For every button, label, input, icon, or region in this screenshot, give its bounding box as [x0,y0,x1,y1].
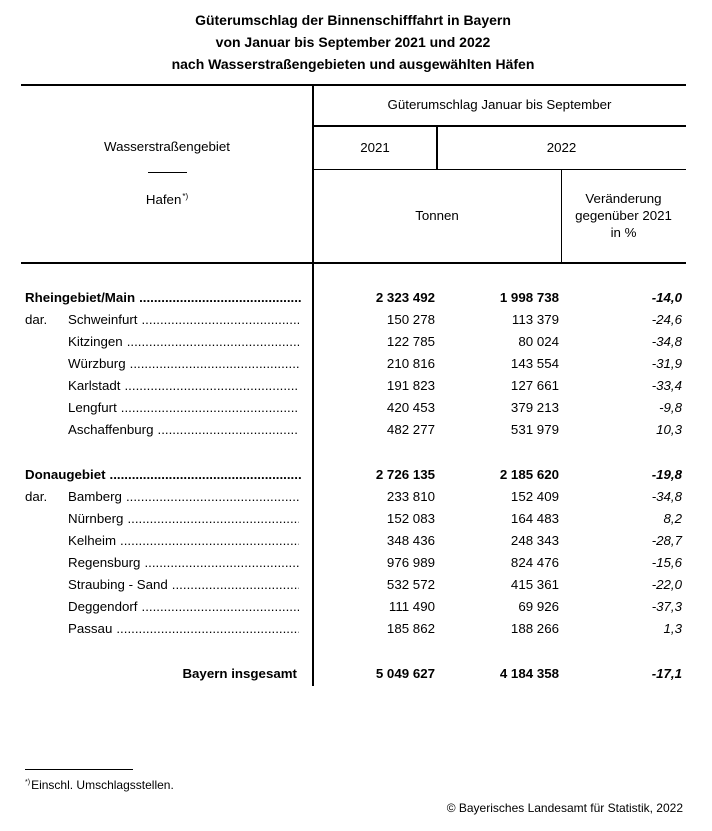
year-header-2021: 2021 [360,140,390,155]
change-percent: -9,8 [659,400,682,415]
value-2022: 143 554 [510,356,559,371]
stub-header-region: Wasserstraßengebiet [104,139,230,154]
value-2021: 191 823 [386,378,435,393]
port-label [68,533,299,549]
port-label [68,422,299,438]
region-label [25,290,301,306]
footnote [25,778,174,792]
value-2021: 420 453 [386,400,435,415]
port-name: Straubing - Sand [68,577,168,592]
table-title-line-1: Güterumschlag der Binnenschifffahrt in Bayern [195,12,511,28]
port-name: Regensburg [68,555,141,570]
port-label [68,312,299,328]
value-2022: 127 661 [510,378,559,393]
table-row-port [0,533,712,549]
change-percent: -34,8 [651,489,682,504]
value-2022: 824 476 [510,555,559,570]
change-header-line-1: Veränderung [585,191,662,206]
dot-leader [139,290,301,306]
dot-leader [126,489,299,505]
copyright-source: © Bayerisches Landesamt für Statistik, 2022 [446,801,683,815]
region-name: Rheingebiet/Main [25,290,136,305]
year-header-rule [313,169,686,170]
table-row-port [0,378,712,394]
change-percent: -31,9 [651,356,682,371]
port-label [68,577,299,593]
port-name: Würzburg [68,356,126,371]
change-percent: -15,6 [651,555,682,570]
value-2022: 164 483 [510,511,559,526]
value-2021: 532 572 [386,577,435,592]
dot-leader [172,577,299,593]
dot-leader [127,511,299,527]
footnote-text: Einschl. Umschlagsstellen. [31,778,174,792]
port-name: Karlstadt [68,378,121,393]
port-label [68,356,299,372]
year-header-2022: 2022 [546,140,577,155]
value-2022: 80 024 [518,334,559,349]
value-2021: 482 277 [386,422,435,437]
change-percent: 1,3 [663,621,682,636]
port-label [68,511,299,527]
value-2021: 122 785 [386,334,435,349]
total-label: Bayern insgesamt [182,666,297,681]
port-name: Kitzingen [68,334,123,349]
change-percent: -22,0 [651,577,682,592]
table-top-rule [21,84,686,86]
value-2021: 185 862 [386,621,435,636]
total-value-2022: 4 184 358 [499,666,559,681]
region-name: Donaugebiet [25,467,106,482]
stub-header-dash [148,172,187,173]
table-row-port [0,577,712,593]
unit-header-tonnen: Tonnen [415,208,459,223]
dot-leader [130,356,299,372]
stub-header-port [21,192,313,208]
value-2021: 150 278 [386,312,435,327]
dot-leader [110,467,301,483]
value-2021: 348 436 [386,533,435,548]
value-2021: 210 816 [386,356,435,371]
change-percent: -24,6 [651,312,682,327]
port-name: Aschaffenburg [68,422,154,437]
value-2022: 69 926 [518,599,559,614]
dot-leader [144,555,299,571]
port-label [68,334,299,350]
change-header-line-3: in % [610,225,637,240]
dot-leader [142,599,300,615]
prefix-darunter: dar. [25,312,48,327]
table-row-port [0,312,712,328]
port-name: Deggendorf [68,599,138,614]
change-header-line-2: gegenüber 2021 [575,208,672,223]
port-label [68,621,299,637]
group-header: Güterumschlag Januar bis September [387,97,612,112]
port-label [68,489,299,505]
value-2021: 233 810 [386,489,435,504]
table-row-port [0,621,712,637]
port-name: Lengfurt [68,400,117,415]
value-2022: 379 213 [510,400,559,415]
port-name: Passau [68,621,113,636]
group-header-rule [313,125,686,127]
table-row-total [0,666,712,682]
total-value-2021: 5 049 627 [375,666,435,681]
table-row-port [0,356,712,372]
table-title-line-3: nach Wasserstraßengebieten und ausgewählten Häfen [171,56,535,72]
port-name: Nürnberg [68,511,124,526]
table-row-port [0,400,712,416]
dot-leader [116,621,299,637]
table-row-port [0,555,712,571]
change-percent: -19,8 [651,467,682,482]
table-row-port [0,334,712,350]
stub-header-port-label: Hafen [145,192,182,207]
total-change-percent: -17,1 [651,666,682,681]
dot-leader [141,312,299,328]
port-label [68,555,299,571]
port-name: Kelheim [68,533,117,548]
dot-leader [127,334,299,350]
value-2021: 2 323 492 [375,290,435,305]
table-row-port [0,489,712,505]
value-2022: 248 343 [510,533,559,548]
dot-leader [120,533,299,549]
region-label [25,467,301,483]
value-2022: 531 979 [510,422,559,437]
change-percent: -37,3 [651,599,682,614]
change-percent: -34,8 [651,334,682,349]
value-2021: 976 989 [386,555,435,570]
value-2022: 1 998 738 [499,290,559,305]
port-label [68,400,299,416]
header-bottom-rule [21,262,686,264]
change-percent: 8,2 [663,511,682,526]
change-percent: -14,0 [651,290,682,305]
value-2021: 152 083 [386,511,435,526]
value-2021: 111 490 [388,599,435,614]
prefix-darunter: dar. [25,489,48,504]
footnote-mark: *) [182,192,189,201]
port-label [68,378,299,394]
dot-leader [124,378,299,394]
port-label [68,599,299,615]
table-row-region [0,467,712,483]
footnote-mark: *) [25,779,31,786]
table-row-region [0,290,712,306]
port-name: Schweinfurt [68,312,138,327]
value-2022: 188 266 [510,621,559,636]
table-row-port [0,422,712,438]
change-percent: -33,4 [651,378,682,393]
change-percent: -28,7 [651,533,682,548]
footnote-rule [25,769,133,770]
table-row-port [0,599,712,615]
dot-leader [121,400,299,416]
value-2022: 152 409 [510,489,559,504]
value-2022: 2 185 620 [499,467,559,482]
dot-leader [158,422,299,438]
port-name: Bamberg [68,489,122,504]
table-title-line-2: von Januar bis September 2021 und 2022 [215,34,491,50]
value-2021: 2 726 135 [375,467,435,482]
change-percent: 10,3 [656,422,682,437]
value-2022: 415 361 [510,577,559,592]
table-row-port [0,511,712,527]
value-2022: 113 379 [511,312,559,327]
